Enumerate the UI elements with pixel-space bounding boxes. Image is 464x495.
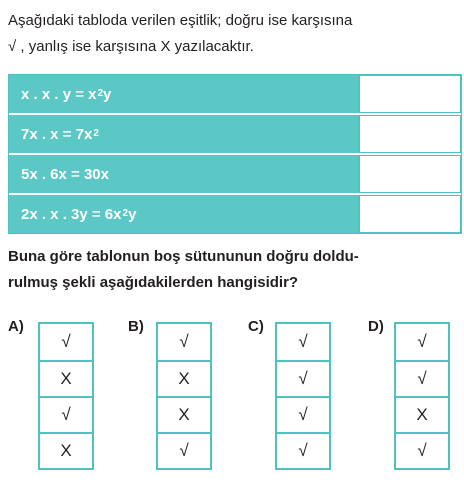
answer-blank-cell[interactable] — [359, 75, 461, 113]
option-label: B) — [128, 318, 144, 335]
question-line-2: rulmuş şekli aşağıdakilerden hangisidir? — [8, 274, 299, 291]
instruction-line-2: √ , yanlış ise karşısına X yazılacaktır. — [8, 38, 254, 55]
answer-blank-cell[interactable] — [359, 115, 461, 153]
equation-cell: 7x . x = 7x 2 — [9, 115, 359, 153]
option-cell: √ — [277, 360, 329, 396]
instruction-line-1: Aşağıdaki tabloda verilen eşitlik; doğru ise karşısına — [8, 12, 353, 29]
answer-blank-cell[interactable] — [359, 155, 461, 193]
option-cell: √ — [277, 396, 329, 432]
option-label: A) — [8, 318, 24, 335]
option-cell: √ — [158, 432, 210, 468]
equation-row — [9, 193, 461, 233]
equation-cell: 2x . x . 3y = 6x 2 y — [9, 195, 359, 233]
option-cell: X — [396, 396, 448, 432]
option-table — [275, 322, 331, 470]
option-cell: √ — [61, 332, 71, 351]
option-cell: √ — [396, 360, 448, 396]
option-cell: X — [158, 396, 210, 432]
option-cell: X — [40, 360, 92, 396]
option-cell: √ — [277, 432, 329, 468]
equation-table — [8, 74, 462, 234]
option-cell: √ — [40, 396, 92, 432]
question-text — [8, 244, 460, 296]
option-cell: X — [158, 360, 210, 396]
option-table — [156, 322, 212, 470]
equation-cell: x . x . y = x 2 y — [9, 75, 359, 113]
equation-cell: 5x . 6x = 30x — [9, 155, 359, 193]
option-cell: √ — [396, 432, 448, 468]
option-cell: X — [40, 432, 92, 468]
option-table — [38, 322, 94, 470]
option-table — [394, 322, 450, 470]
option-cell: √ — [417, 332, 427, 351]
equation-row — [9, 75, 461, 113]
answer-blank-cell[interactable] — [359, 195, 461, 233]
equation-row — [9, 153, 461, 193]
instruction-text — [8, 8, 460, 60]
option-label: C) — [248, 318, 264, 335]
option-cell: √ — [179, 332, 189, 351]
option-cell: √ — [298, 332, 308, 351]
question-line-1: Buna göre tablonun boş sütununun doğru doldu- — [8, 248, 359, 265]
equation-row — [9, 113, 461, 153]
option-label: D) — [368, 318, 384, 335]
